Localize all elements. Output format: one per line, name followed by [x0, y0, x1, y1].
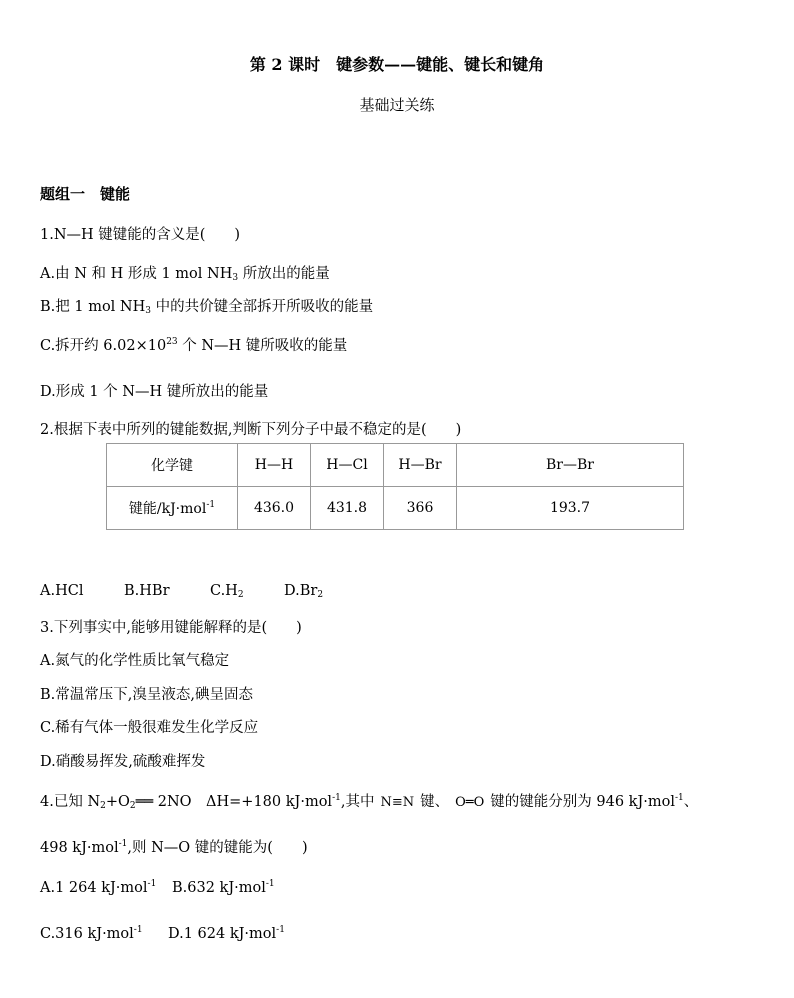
question-4-options-row-2	[40, 925, 285, 942]
table-cell: 436.0	[238, 487, 311, 530]
table-header-cell: H—Cl	[311, 444, 384, 487]
page-subtitle: 基础过关练	[359, 96, 435, 114]
table-header-cell: H—H	[238, 444, 311, 487]
question-2-options	[40, 583, 323, 600]
question-1-stem: 1.N—H 键键能的含义是( )	[40, 227, 241, 243]
bond-energy-table	[106, 443, 684, 530]
question-1-option-a: A.由 N 和 H 形成 1 mol $NH_3$ 所放出的能量	[40, 266, 330, 283]
table-header-cell: 化学键	[107, 444, 238, 487]
question-2-option-a: A.HCl	[40, 583, 84, 599]
table-header-cell: Br—Br	[457, 444, 684, 487]
question-4-stem: 4.已知 $N_2+O_2══$ 2NO ΔH=+180 kJ·mol$^{-1}$,其中 N≡N 键、 O═O 键的键能分别为 946 kJ·mol$^{-1}$、	[40, 793, 699, 811]
question-1-option-b: B.把 1 mol $NH_3$ 中的共价键全部拆开所吸收的能量	[40, 299, 374, 316]
question-4-option-d: D.1 624 kJ·mol$^{-1}$	[168, 925, 285, 942]
reaction-arrow: ══	[135, 794, 154, 810]
question-4-options-row-1	[40, 879, 275, 896]
question-4-option-c: C.316 kJ·mol$^{-1}$	[40, 925, 143, 942]
question-1-option-d: D.形成 1 个 N—H 键所放出的能量	[40, 384, 269, 400]
table-cell: 366	[384, 487, 457, 530]
question-4-stem-cont: 498 kJ·mol$^{-1}$,则 N—O 键的键能为( )	[40, 839, 308, 856]
table-row-label: 键能/kJ·mol$^{-1}$	[107, 487, 238, 530]
question-3-option-c: C.稀有气体一般很难发生化学反应	[40, 720, 259, 736]
question-3-option-a: A.氮气的化学性质比氧气稳定	[40, 653, 230, 669]
question-2-option-c: $C.H_2$	[210, 583, 244, 600]
table-header-row	[107, 444, 684, 487]
table-row	[107, 487, 684, 530]
table-header-cell: H—Br	[384, 444, 457, 487]
question-4-option-b: B.632 kJ·mol$^{-1}$	[172, 879, 275, 896]
question-3-stem: 3.下列事实中,能够用键能解释的是( )	[40, 620, 302, 636]
table-cell: 193.7	[457, 487, 684, 530]
question-2-option-d: $D.Br_2$	[284, 583, 324, 600]
question-4-option-a: A.1 264 kJ·mol$^{-1}$	[40, 879, 157, 896]
question-1-option-c: C.拆开约 $6.02\times 10^{23}$ 个 N—H 键所吸收的能量	[40, 337, 348, 354]
double-bond-symbol: O═O	[455, 795, 485, 810]
question-2-stem: 2.根据下表中所列的键能数据,判断下列分子中最不稳定的是( )	[40, 422, 462, 438]
triple-bond-symbol: N≡N	[380, 795, 415, 810]
question-2-option-b: B.HBr	[124, 583, 170, 599]
section-heading: 题组一 键能	[40, 185, 131, 203]
question-3-option-d: D.硝酸易挥发,硫酸难挥发	[40, 754, 206, 770]
table-cell: 431.8	[311, 487, 384, 530]
question-3-option-b: B.常温常压下,溴呈液态,碘呈固态	[40, 687, 253, 703]
page-title: 第 2 课时 键参数——键能、键长和键角	[249, 55, 545, 74]
